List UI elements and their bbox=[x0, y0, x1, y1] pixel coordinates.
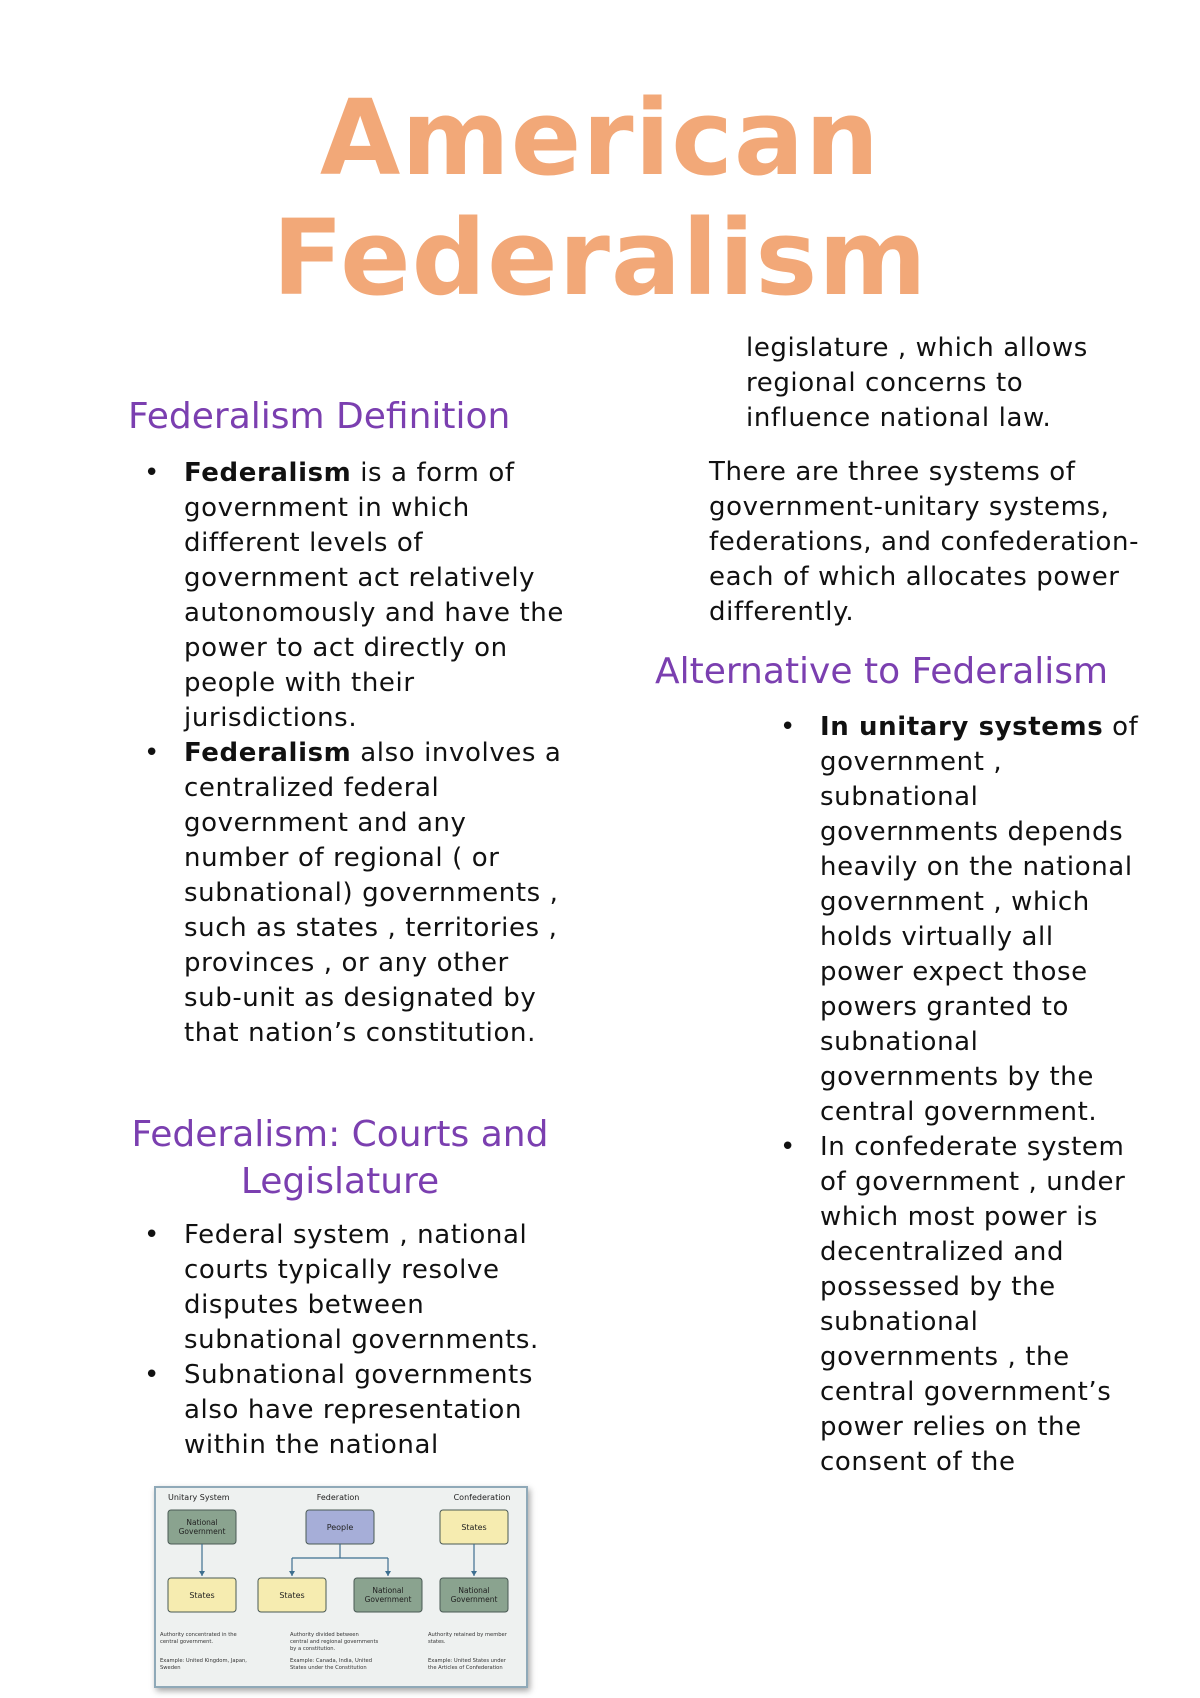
confederation-caption-line: states. bbox=[428, 1639, 446, 1645]
unitary-example-line: Sweden bbox=[160, 1665, 181, 1671]
confederation-national-box-label-2: Government bbox=[450, 1595, 498, 1604]
confederation-example-line: the Articles of Confederation bbox=[428, 1665, 503, 1671]
bullet-text: also involves a centralized federal government and any number of regional ( or subnational) governments , such as states , territories , provinces , or any other sub-unit as designated by that nation’s constitution. bbox=[184, 738, 562, 1048]
bullet-item bbox=[780, 710, 1142, 1130]
bullet-item bbox=[780, 1130, 1142, 1480]
bullet-marker: • bbox=[144, 458, 160, 488]
federation-caption-line: central and regional governments bbox=[290, 1639, 379, 1645]
government-systems-diagram bbox=[154, 1486, 528, 1688]
continued-legislature-text: legislature , which allows regional concerns to influence national law. bbox=[746, 333, 1088, 433]
federation-national-box-label-2: Government bbox=[364, 1595, 412, 1604]
bullet-text: Subnational governments also have representation within the national bbox=[184, 1360, 533, 1460]
unitary-caption-line: Authority concentrated in the bbox=[160, 1632, 237, 1638]
bullet-item bbox=[144, 736, 564, 1051]
bullet-item bbox=[144, 456, 564, 736]
confederation-arrow-head bbox=[471, 1571, 477, 1576]
definition-bullet-list bbox=[144, 456, 564, 1051]
three-systems-paragraph: There are three systems of government-unitary systems, federations, and confederation- each of which allocates power differently. bbox=[709, 457, 1140, 627]
unitary-caption-line: central government. bbox=[160, 1639, 214, 1645]
confederation-title: Confederation bbox=[453, 1493, 511, 1502]
bullet-bold-lead: In unitary systems bbox=[820, 712, 1104, 742]
heading-courts-legislature bbox=[100, 1111, 580, 1205]
heading-alternative-federalism: Alternative to Federalism bbox=[655, 651, 1109, 692]
bullet-item bbox=[144, 1358, 564, 1463]
courts-bullet-list bbox=[144, 1218, 564, 1463]
bullet-marker: • bbox=[780, 1132, 796, 1162]
document-title bbox=[0, 78, 1200, 318]
heading-federalism-definition: Federalism Definition bbox=[128, 396, 511, 437]
unitary-arrow-head bbox=[199, 1571, 205, 1576]
bullet-marker: • bbox=[144, 738, 160, 768]
diagram-svg bbox=[156, 1488, 526, 1686]
heading-courts-line-2: Legislature bbox=[240, 1161, 440, 1202]
federation-states-box-label: States bbox=[279, 1591, 305, 1600]
federation-people-box-label: People bbox=[326, 1523, 354, 1532]
unitary-states-box-label: States bbox=[189, 1591, 215, 1600]
federation-arrow-left-head bbox=[289, 1571, 295, 1576]
definition-list-container bbox=[144, 456, 564, 1051]
bullet-text: Federal system , national courts typically resolve disputes between subnational governments. bbox=[184, 1220, 539, 1355]
unitary-national-box-label-1: National bbox=[186, 1518, 218, 1527]
unitary-example-line: Example: United Kingdom, Japan, bbox=[160, 1658, 247, 1664]
unitary-national-box-label-2: Government bbox=[178, 1527, 226, 1536]
alternative-list-container bbox=[780, 710, 1142, 1480]
federation-arrow-right-head bbox=[385, 1571, 391, 1576]
federation-national-box-label-1: National bbox=[372, 1586, 404, 1595]
heading-courts-line-1: Federalism: Courts and bbox=[131, 1114, 549, 1155]
bullet-marker: • bbox=[144, 1360, 160, 1390]
federation-example-line: States under the Constitution bbox=[290, 1665, 367, 1671]
confederation-national-box-label-1: National bbox=[458, 1586, 490, 1595]
title-line-1: American bbox=[319, 77, 881, 199]
federation-caption-line: Authority divided between bbox=[290, 1632, 359, 1638]
federation-caption-line: by a constitution. bbox=[290, 1646, 336, 1652]
confederation-caption-line: Authority retained by member bbox=[428, 1632, 507, 1638]
bullet-marker: • bbox=[144, 1220, 160, 1250]
bullet-bold-lead: Federalism bbox=[184, 738, 352, 768]
federation-example-line: Example: Canada, India, United bbox=[290, 1658, 373, 1664]
bullet-item bbox=[144, 1218, 564, 1358]
unitary-system-title: Unitary System bbox=[168, 1493, 230, 1502]
bullet-text: is a form of government in which different levels of government act relatively autonomously and have the power to act directly on people with their jurisdictions. bbox=[184, 458, 564, 733]
alternative-bullet-list bbox=[780, 710, 1142, 1480]
federation-title: Federation bbox=[316, 1493, 360, 1502]
bullet-text: In confederate system of government , under which most power is decentralized and possessed by the subnational governments , the central government’s power relies on the consent of the bbox=[820, 1132, 1126, 1477]
bullet-marker: • bbox=[780, 712, 796, 742]
bullet-text: of government , subnational governments depends heavily on the national government , which holds virtually all power expect those powers granted to subnational governments by the central government. bbox=[820, 712, 1139, 1127]
confederation-example-line: Example: United States under bbox=[428, 1658, 506, 1664]
courts-list-container bbox=[144, 1218, 564, 1463]
confederation-states-box-label: States bbox=[461, 1523, 487, 1532]
title-line-2: Federalism bbox=[272, 197, 928, 319]
bullet-bold-lead: Federalism bbox=[184, 458, 352, 488]
